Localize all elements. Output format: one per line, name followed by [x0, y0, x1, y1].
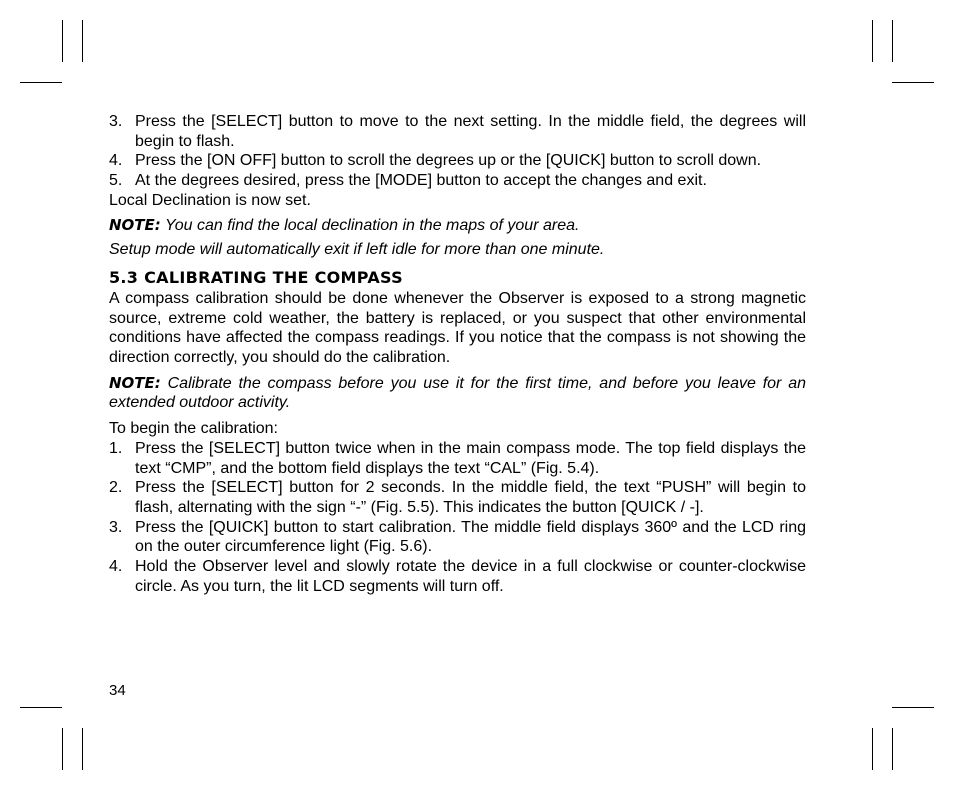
crop-mark: [892, 707, 934, 708]
list-number: 4.: [109, 152, 123, 170]
list-item: [109, 518, 806, 557]
note-text: Calibrate the compass before you use it for the first time, and before you leave for an extended outdoor activity.: [109, 374, 806, 412]
list-number: 1.: [109, 439, 123, 457]
crop-mark: [20, 82, 62, 83]
crop-mark: [892, 82, 934, 83]
crop-mark: [62, 728, 63, 770]
list-number: 2.: [109, 479, 123, 497]
list-item: [109, 151, 806, 171]
list-item: [109, 112, 806, 151]
page-content: [109, 112, 806, 596]
note-calibrate: [109, 374, 806, 413]
setup-mode-note: Setup mode will automatically exit if left idle for more than one minute.: [109, 241, 605, 259]
crop-mark: [62, 20, 63, 62]
list-text: Press the [SELECT] button twice when in the main compass mode. The top field displays the text “CMP”, and the bottom field displays the text “CAL” (Fig. 5.4).: [135, 439, 806, 477]
list-number: 4.: [109, 558, 123, 576]
list-number: 5.: [109, 172, 123, 190]
begin-calibration-text: To begin the calibration:: [109, 420, 278, 438]
list-item: [109, 478, 806, 517]
list-item: [109, 557, 806, 596]
list-text: At the degrees desired, press the [MODE] button to accept the changes and exit.: [135, 172, 707, 190]
note-label: NOTE:: [109, 215, 161, 234]
list-text: Press the [SELECT] button for 2 seconds. In the middle field, the text “PUSH” will begin to flash, alternating with the sign “-” (Fig. 5.5). This indicates the button [QUICK / -].: [135, 479, 806, 516]
crop-mark: [872, 728, 873, 770]
crop-mark: [892, 20, 893, 62]
section-heading: 5.3 CALIBRATING THE COMPASS: [109, 267, 403, 287]
list-text: Press the [QUICK] button to start calibration. The middle field displays 360º and the LCD ring on the outer circumference light (Fig. 5.6).: [135, 518, 806, 556]
crop-mark: [892, 728, 893, 770]
crop-mark: [82, 20, 83, 62]
list-text: Hold the Observer level and slowly rotate the device in a full clockwise or counter-clockwise circle. As you turn, the lit LCD segments will turn off.: [135, 558, 806, 595]
note-text: You can find the local declination in the maps of your area.: [160, 216, 580, 234]
crop-mark: [872, 20, 873, 62]
section-paragraph: A compass calibration should be done whenever the Observer is exposed to a strong magnetic source, extreme cold weather, the battery is replaced, or you suspect that other environmental conditions have affected the compass readings. If you notice that the compass is not showing the direction correctly, you should do the calibration.: [109, 289, 806, 367]
list-number: 3.: [109, 518, 123, 536]
list-text: Press the [ON OFF] button to scroll the degrees up or the [QUICK] button to scroll down.: [135, 152, 762, 170]
list-number: 3.: [109, 113, 123, 130]
list-item: [109, 171, 806, 191]
list-item: [109, 439, 806, 478]
note-label: NOTE:: [109, 373, 161, 392]
note-declination: [109, 216, 806, 236]
crop-mark: [82, 728, 83, 770]
crop-mark: [20, 707, 62, 708]
list-text: Press the [SELECT] button to move to the next setting. In the middle field, the degrees will begin to flash.: [135, 113, 806, 150]
page-number: 34: [109, 682, 126, 699]
local-declination-text: Local Declination is now set.: [109, 191, 311, 209]
